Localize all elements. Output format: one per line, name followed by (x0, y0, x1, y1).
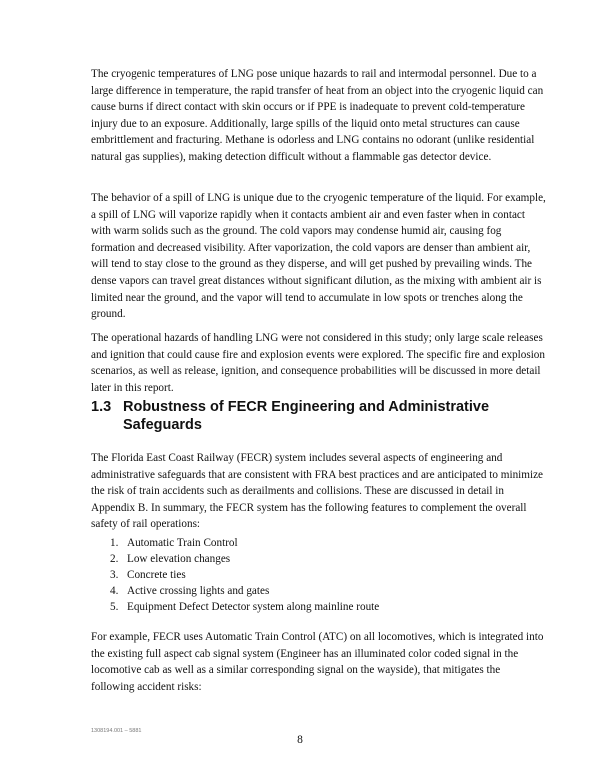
list-item-marker: 4. (110, 585, 119, 597)
paragraph-lng-cryogenic-hazards: The cryogenic temperatures of LNG pose unique hazards to rail and intermodal personnel. Due to a large difference in temperature, the rapid transfer of heat from an object into the cryogenic liquid can cause burns if direct contact with skin occurs or if PPE is inadequate to prevent cold-temperature injury due to an exposure. Additionally, large spills of the liquid onto metal structures can cause embrittlement and fracturing. Methane is odorless and LNG contains no odorant (unlike residential natural gas supplies), making detection difficult without a flammable gas detector device. (91, 68, 544, 163)
safeguard-features-list (110, 535, 530, 615)
list-item-text: Active crossing lights and gates (127, 585, 270, 597)
paragraph-operational-hazards: The operational hazards of handling LNG were not considered in this study; only large scale releases and ignition that could cause fire and explosion events were explored. The specific fire and explosion scenarios, as well as release, ignition, and consequence probabilities will be discussed in more detail later in this report. (91, 332, 545, 394)
list-item (110, 535, 530, 551)
footer-document-id: 1308194.001 – 5881 (91, 728, 142, 734)
paragraph-atc-example: For example, FECR uses Automatic Train Control (ATC) on all locomotives, which is integrated into the existing full aspect cab signal system (Engineer has an illuminated color coded signal in the locomotive cab as well as a similar corresponding signal on the wayside), that mitigates the following accident risks: (91, 631, 544, 693)
page-number: 8 (297, 734, 303, 746)
section-heading (91, 398, 551, 434)
section-number: 1.3 (91, 399, 112, 415)
list-item-text: Automatic Train Control (127, 537, 238, 549)
section-title: Robustness of FECR Engineering and Administrative Safeguards (123, 399, 490, 433)
list-item-text: Low elevation changes (127, 553, 231, 565)
list-item-marker: 1. (110, 537, 119, 549)
list-item (110, 567, 530, 583)
list-item-marker: 2. (110, 553, 119, 565)
list-item (110, 583, 530, 599)
list-item-marker: 3. (110, 569, 119, 581)
list-item-text: Equipment Defect Detector system along mainline route (127, 601, 380, 613)
list-item-marker: 5. (110, 601, 119, 613)
paragraph-fecr-safeguards: The Florida East Coast Railway (FECR) system includes several aspects of engineering and administrative safeguards that are consistent with FRA best practices and are anticipated to minimize the risk of train accidents such as derailments and collisions. These are discussed in detail in Appendix B. In summary, the FECR system has the following features to complement the overall safety of rail operations: (91, 452, 544, 531)
list-item-text: Concrete ties (127, 569, 186, 581)
list-item (110, 599, 530, 615)
paragraph-lng-spill-behavior: The behavior of a spill of LNG is unique due to the cryogenic temperature of the liquid. For example, a spill of LNG will vaporize rapidly when it contacts ambient air and even faster when in contact with warm solids such as the ground. The cold vapors may condense humid air, causing fog formation and decreased visibility. After vaporization, the cold vapors are denser than ambient air, will tend to stay close to the ground as they disperse, and will get pushed by prevailing winds. The dense vapors can travel great distances without significant dilution, as the mixing with ambient air is limited near the ground, and the vapor will tend to accumulate in low spots or trenches along the ground. (91, 192, 546, 321)
list-item (110, 551, 530, 567)
